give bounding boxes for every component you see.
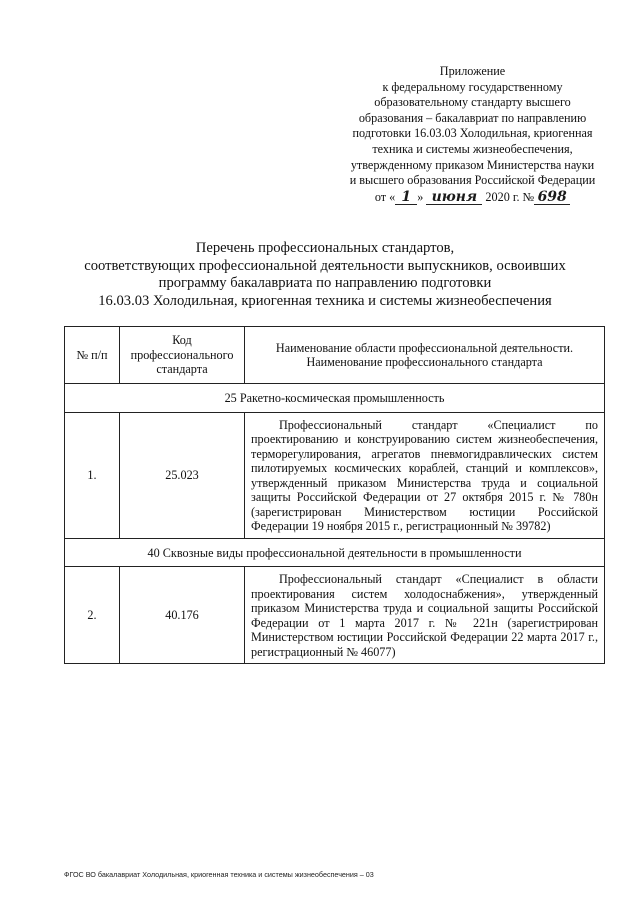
- page-footer: ФГОС ВО бакалавриат Холодильная, криогенная техника и системы жизнеобеспечения – 03: [64, 870, 374, 879]
- appendix-line: и высшего образования Российской Федерации: [349, 173, 596, 188]
- appendix-line: Приложение: [439, 64, 506, 78]
- row-desc-text: Профессиональный стандарт «Специалист в области проектирования систем холодоснабжения», утвержденный приказом Министерства труда и социальной защиты Российской Федерации от 1 марта 2017 г. № 221н (зарегистрирован Министерством юстиции Российской Федерации 22 марта 2017 г., регистрационный № 46077): [251, 572, 598, 659]
- row-code: 25.023: [120, 412, 245, 538]
- title-line: Перечень профессиональных стандартов,: [195, 240, 455, 256]
- appendix-line: техника и системы жизнеобеспечения,: [372, 141, 573, 156]
- group-row: [65, 538, 605, 567]
- table-row: [65, 412, 605, 538]
- document-title: [40, 240, 610, 310]
- appendix-block: [330, 64, 615, 205]
- group-title: 25 Ракетно-космическая промышленность: [65, 384, 605, 413]
- row-num: 2.: [65, 567, 120, 664]
- order-mid: »: [417, 189, 424, 204]
- appendix-line: образования – бакалавриат по направлению: [358, 110, 587, 125]
- title-line: программу бакалавриата по направлению подготовки: [158, 275, 492, 292]
- header-name: [245, 327, 605, 384]
- order-month: июня: [426, 191, 482, 205]
- order-date-line: [330, 190, 615, 206]
- row-desc-text: Профессиональный стандарт «Специалист по проектированию и конструированию систем жизнеобеспечения, терморегулирования, агрегатов пневмогидравлических систем пилотируемых космических кораблей, станций и комплексов», утвержденный приказом Министерства труда и социальной защиты Российской Федерации от 27 октября 2015 г. № 780н (зарегистрирован Министерством юстиции Российской Федерации 19 ноября 2015 г., регистрационный № 39782): [251, 417, 598, 533]
- row-desc: [245, 567, 605, 664]
- order-year: 2020 г. №: [485, 189, 535, 204]
- appendix-line: утвержденному приказом Министерства науки: [350, 157, 595, 172]
- header-code: Код профессионального стандарта: [120, 327, 245, 384]
- title-line: соответствующих профессиональной деятельности выпускников, освоивших: [84, 257, 566, 274]
- appendix-line: к федеральному государственному: [382, 79, 563, 94]
- appendix-line: подготовки 16.03.03 Холодильная, криогенная: [352, 126, 593, 141]
- header-name-line2: Наименование профессионального стандарта: [306, 355, 543, 369]
- standards-table: [64, 326, 605, 664]
- header-num: № п/п: [65, 327, 120, 384]
- order-day: 1: [395, 191, 417, 205]
- group-title: 40 Сквозные виды профессиональной деятельности в промышленности: [65, 538, 605, 567]
- row-desc: [245, 412, 605, 538]
- table-row: [65, 567, 605, 664]
- appendix-line: образовательному стандарту высшего: [374, 95, 571, 110]
- table-header-row: [65, 327, 605, 384]
- row-num: 1.: [65, 412, 120, 538]
- order-prefix: от «: [374, 189, 396, 204]
- group-row: [65, 384, 605, 413]
- order-number: 698: [534, 191, 570, 205]
- title-line: 16.03.03 Холодильная, криогенная техника и системы жизнеобеспечения: [98, 292, 552, 309]
- row-code: 40.176: [120, 567, 245, 664]
- header-name-line1: Наименование области профессиональной деятельности.: [275, 340, 574, 355]
